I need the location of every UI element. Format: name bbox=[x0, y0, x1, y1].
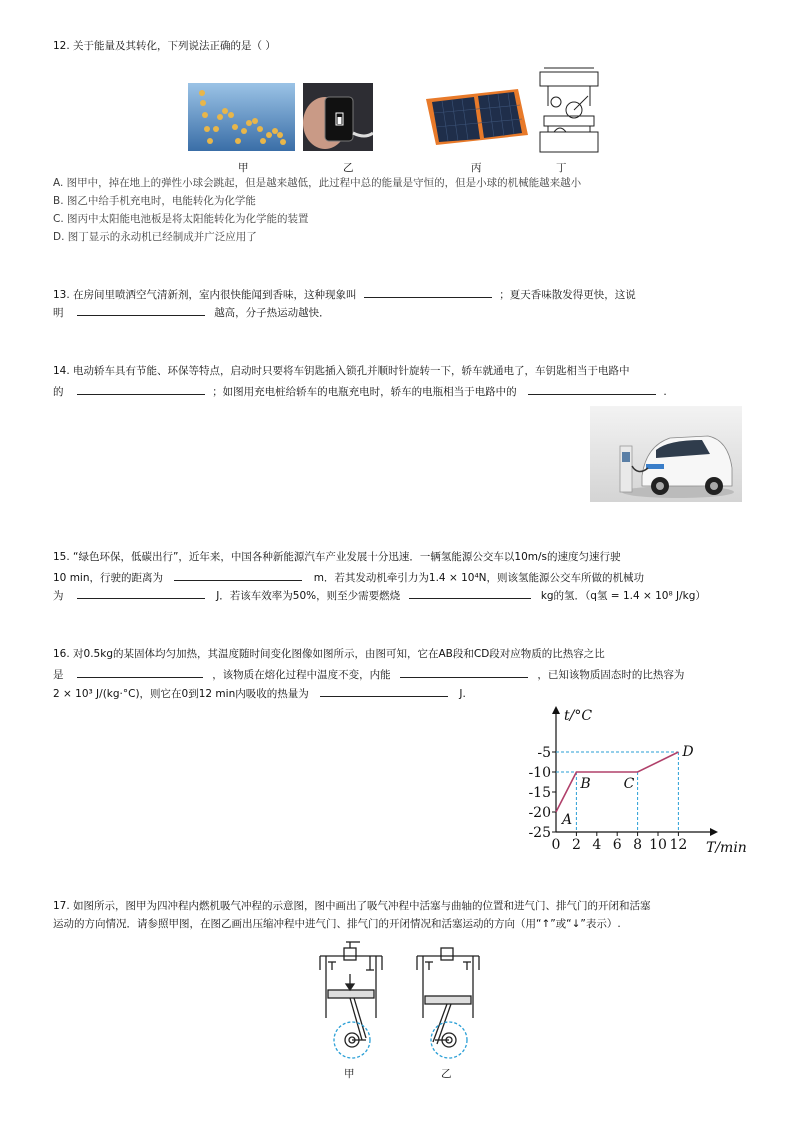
y-axis-label: t/°C bbox=[564, 708, 593, 724]
q17-line1: 17. 如图所示，图甲为四冲程内燃机吸气冲程的示意图，图中画出了吸气冲程中活塞与曲轴的位置和进气门、排气门的开闭和活塞 bbox=[53, 900, 651, 912]
x-tick-label: 0 bbox=[551, 837, 561, 853]
q16-line1: 16. 对0.5kg的某固体均匀加热，其温度随时间变化图像如图所示，由图可知，它在AB段和CD段对应物质的比热容之比 bbox=[53, 648, 605, 660]
x-tick-label: 6 bbox=[612, 837, 622, 853]
x-axis-arrow bbox=[710, 828, 718, 836]
q15-blank-3[interactable] bbox=[409, 587, 531, 599]
q13-blank-2[interactable] bbox=[77, 304, 205, 316]
point-label-a: A bbox=[562, 812, 573, 828]
q15-text-d: J．若该车效率为50%，则至少需要燃烧 bbox=[216, 590, 401, 602]
y-tick-label: -25 bbox=[528, 825, 551, 841]
q14-text-b: ；如图用充电桩给轿车的电瓶充电时，轿车的电瓶相当于电路中的 bbox=[212, 386, 517, 398]
q12-caption-yi: 乙 bbox=[343, 162, 354, 174]
q17-line2: 运动的方向情况．请参照甲图，在图乙画出压缩冲程中进气门、排气门的开闭情况和活塞运动的方向（用“↑”或“↓”表示）. bbox=[53, 918, 621, 930]
x-tick-label: 4 bbox=[592, 837, 602, 853]
q13-text-b: ；夏天香味散发得更快，这说 bbox=[499, 289, 636, 301]
temperature-time-chart bbox=[520, 700, 776, 860]
point-label-d: D bbox=[682, 744, 694, 760]
temperature-line bbox=[556, 752, 678, 812]
q12-option-d: D. 图丁显示的永动机已经制成并广泛应用了 bbox=[53, 231, 257, 243]
y-tick-label: -20 bbox=[528, 805, 551, 821]
solar-panel-image bbox=[422, 83, 532, 151]
q16-blank-2[interactable] bbox=[400, 666, 528, 678]
q16-blank-3[interactable] bbox=[320, 685, 448, 697]
q16-text-b: ，该物质在熔化过程中温度不变，内能 bbox=[212, 669, 391, 681]
q12-option-c: C. 图丙中太阳能电池板是将太阳能转化为化学能的装置 bbox=[53, 213, 309, 225]
q15-blank-2[interactable] bbox=[77, 587, 205, 599]
engine-diagram-jia bbox=[316, 940, 386, 1065]
point-label-c: C bbox=[623, 776, 635, 792]
q13-text-d: 越高，分子热运动越快． bbox=[214, 307, 330, 319]
q14-blank-2[interactable] bbox=[528, 383, 656, 395]
q15-text-e: kg的氢．（q氢 = 1.4 × 10⁸ J/kg） bbox=[540, 590, 706, 602]
y-tick-label: -15 bbox=[528, 785, 551, 801]
bouncing-ball-image bbox=[188, 83, 295, 151]
q13-blank-1[interactable] bbox=[364, 286, 492, 298]
q16-text-d: 2 × 10³ J/(kg·°C)，则它在0到12 min内吸收的热量为 bbox=[53, 688, 309, 700]
q15-line1: 15. “绿色环保，低碳出行”，近年来，中国各种新能源汽车产业发展十分迅速．一辆氢能源公交车以10m/s的速度匀速行驶 bbox=[53, 551, 621, 563]
electric-car-charging-image bbox=[590, 406, 742, 502]
phone-charging-image bbox=[303, 83, 373, 151]
x-tick-label: 2 bbox=[571, 837, 581, 853]
x-tick-label: 8 bbox=[633, 837, 643, 853]
q15-line3 bbox=[53, 587, 706, 603]
q16-text-e: J. bbox=[459, 688, 466, 700]
y-tick-label: -5 bbox=[537, 745, 551, 761]
q16-line2 bbox=[53, 666, 684, 682]
point-label-b: B bbox=[580, 776, 591, 792]
x-axis-label: T/min bbox=[706, 840, 747, 856]
q12-caption-ding: 丁 bbox=[556, 162, 567, 174]
q12-option-b: B. 图乙中给手机充电时，电能转化为化学能 bbox=[53, 195, 256, 207]
q12-option-a: A. 图甲中，掉在地上的弹性小球会跳起，但是越来越低，此过程中总的能量是守恒的，但是小球的机械能越来越小 bbox=[53, 177, 582, 189]
q12-caption-bing: 丙 bbox=[471, 162, 482, 174]
q17-caption-yi: 乙 bbox=[441, 1068, 452, 1080]
q15-text-a: 10 min，行驶的距离为 bbox=[53, 572, 163, 584]
q16-text-a: 是 bbox=[53, 669, 64, 681]
x-tick-label: 12 bbox=[669, 837, 688, 853]
q13-text-c: 明 bbox=[53, 307, 64, 319]
q14-line1: 14. 电动轿车具有节能、环保等特点，启动时只要将车钥匙插入锁孔并顺时针旋转一下，轿车就通电了，车钥匙相当于电路中 bbox=[53, 365, 630, 377]
y-axis-arrow bbox=[552, 706, 560, 714]
q16-text-c: ，已知该物质固态时的比热容为 bbox=[537, 669, 685, 681]
q13-text-a: 13. 在房间里喷洒空气清新剂，室内很快能闻到香味，这种现象叫 bbox=[53, 289, 357, 301]
q13-line1 bbox=[53, 286, 636, 302]
q15-line2 bbox=[53, 569, 644, 585]
q15-blank-1[interactable] bbox=[174, 569, 302, 581]
engine-diagram-yi bbox=[413, 940, 483, 1065]
q17-caption-jia: 甲 bbox=[344, 1068, 355, 1080]
q14-line2 bbox=[53, 383, 667, 399]
y-tick-label: -10 bbox=[528, 765, 551, 781]
q13-line2 bbox=[53, 304, 330, 320]
q15-text-b: m．若其发动机牵引力为1.4 × 10⁴N，则该氢能源公交车所做的机械功 bbox=[313, 572, 645, 584]
q14-blank-1[interactable] bbox=[77, 383, 205, 395]
q12-stem: 12. 关于能量及其转化，下列说法正确的是（ ） bbox=[53, 40, 276, 52]
x-tick-label: 10 bbox=[649, 837, 667, 853]
perpetual-motion-machine-image bbox=[534, 66, 604, 156]
q12-caption-jia: 甲 bbox=[238, 162, 249, 174]
q16-blank-1[interactable] bbox=[77, 666, 203, 678]
q14-text-a: 的 bbox=[53, 386, 64, 398]
q14-text-c: . bbox=[663, 386, 667, 398]
q15-text-c: 为 bbox=[53, 590, 64, 602]
q16-line3 bbox=[53, 685, 466, 701]
